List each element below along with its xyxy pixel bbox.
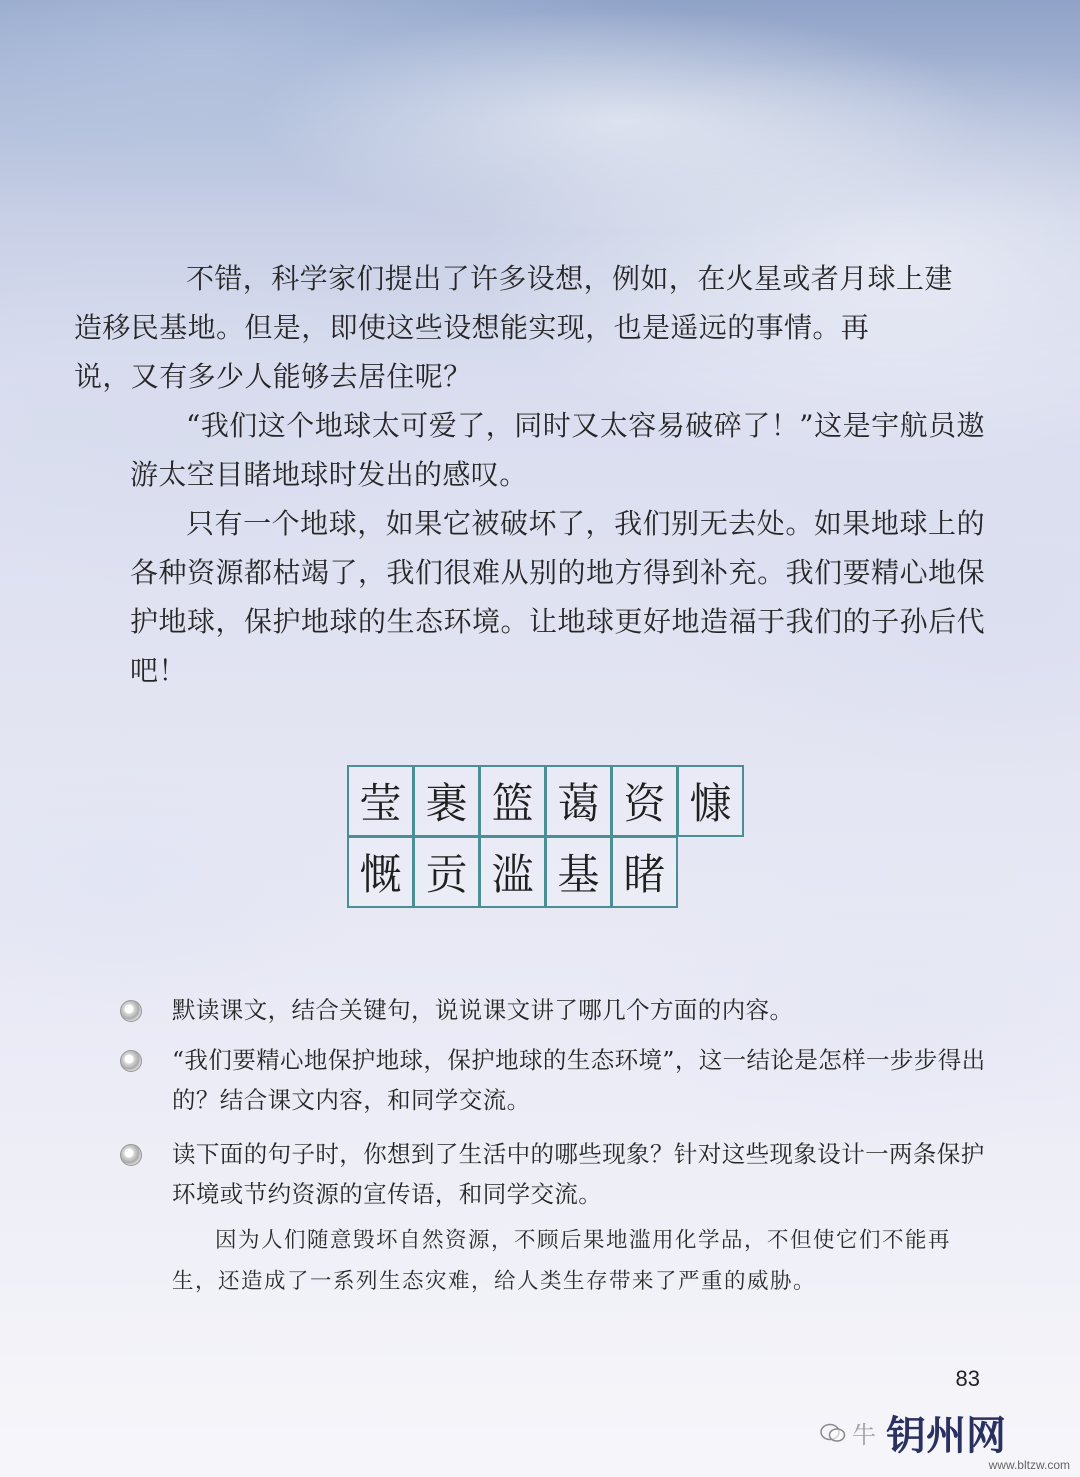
vocab-char: 莹 (347, 765, 414, 837)
page-number: 83 (955, 1366, 980, 1391)
vocab-char: 蔼 (545, 765, 612, 837)
exercise-3 (120, 1134, 990, 1214)
exercise-1 (120, 990, 990, 1030)
vocabulary-row-1 (348, 766, 744, 837)
vocabulary-row-2 (348, 837, 744, 908)
paragraph-1-line-1: 不错，科学家们提出了许多设想，例如，在火星或者月球上建 (186, 262, 953, 295)
example-sentence: 因为人们随意毁坏自然资源，不顾后果地滥用化学品，不但使它们不能再生，还造成了一系列生态灾难，给人类生存带来了严重的威胁。 (172, 1228, 952, 1294)
wechat-icon (820, 1423, 846, 1443)
paragraph-1-line-3: 说，又有多少人能够去居住呢？ (74, 360, 472, 393)
paragraph-1-line-2: 造移民基地。但是，即使这些设想能实现，也是遥远的事情。再 (74, 311, 870, 344)
vocab-char: 裹 (413, 765, 480, 837)
paragraph-3: 只有一个地球，如果它被破坏了，我们别无去处。如果地球上的各种资源都枯竭了，我们很难从别的地方得到补充。我们要精心地保护地球，保护地球的生态环境。让地球更好地造福于我们的子孙后代吧！ (130, 507, 985, 687)
vocab-char: 资 (611, 765, 678, 837)
vocab-char: 睹 (611, 836, 678, 908)
paragraph-1 (74, 254, 985, 401)
vocab-char: 基 (545, 836, 612, 908)
vocab-char: 贡 (413, 836, 480, 908)
exercise-bullet-icon (120, 1144, 142, 1166)
site-logo: 钥州网 (886, 1413, 1006, 1459)
watermark (820, 1404, 1006, 1461)
exercise-section (120, 990, 990, 1302)
exercise-2-text: “我们要精心地保护地球，保护地球的生态环境”，这一结论是怎样一步步得出的？结合课文内容，和同学交流。 (172, 1046, 986, 1114)
exercise-1-text: 默读课文，结合关键句，说说课文讲了哪几个方面的内容。 (172, 996, 794, 1024)
vocab-char: 滥 (479, 836, 546, 908)
vocab-char: 慨 (347, 836, 414, 908)
exercise-3-text: 读下面的句子时，你想到了生活中的哪些现象？针对这些现象设计一两条保护环境或节约资源的宣传语，和同学交流。 (172, 1140, 985, 1208)
exercise-2 (120, 1040, 990, 1120)
exercise-bullet-icon (120, 1000, 142, 1022)
vocab-char: 慷 (677, 765, 744, 837)
watermark-label: 牛 (852, 1421, 876, 1449)
lesson-text (74, 254, 985, 695)
exercise-bullet-icon (120, 1050, 142, 1072)
vocab-char: 篮 (479, 765, 546, 837)
watermark-url: www.bltzw.com (988, 1458, 1070, 1472)
paragraph-2: “我们这个地球太可爱了，同时又太容易破碎了！”这是宇航员遨游太空目睹地球时发出的感叹。 (130, 409, 985, 491)
vocabulary-grid (348, 766, 744, 908)
